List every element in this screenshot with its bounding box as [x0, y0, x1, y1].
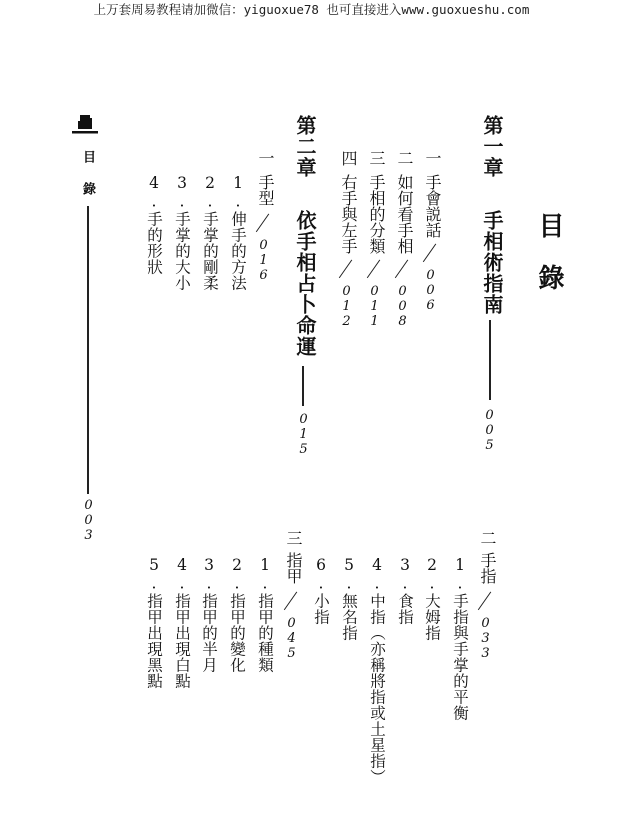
- chapter-1-label[interactable]: 第一章: [480, 115, 504, 178]
- page-title: 目錄: [534, 212, 564, 316]
- section-page: 045: [284, 616, 299, 661]
- section-title: 手型: [256, 174, 275, 206]
- item-2-3-3[interactable]: 3.指甲的半月: [200, 556, 218, 673]
- item-2-2-4[interactable]: 4.中指（亦稱將指或土星指）: [368, 556, 386, 785]
- chapter-2-title[interactable]: 依手相占卜命運: [293, 210, 317, 357]
- section-title: 右手與左手: [339, 174, 358, 254]
- item-2-2-2[interactable]: 2.大姆指: [423, 556, 441, 641]
- section-page: 033: [478, 616, 493, 661]
- item-2-3-4[interactable]: 4.指甲出現白點: [173, 556, 191, 689]
- margin-label-top: 目: [80, 150, 95, 163]
- section-title: 手指: [478, 552, 497, 584]
- section-label: 二: [478, 530, 497, 546]
- item-2-3-5[interactable]: 5.指甲出現黑點: [145, 556, 163, 689]
- slash-divider: [423, 244, 437, 263]
- margin-page-number: 003: [81, 498, 96, 543]
- section-page: 011: [367, 284, 382, 329]
- slash-divider: [478, 592, 492, 611]
- margin-rule: [87, 206, 89, 494]
- chapter-1-leader: [489, 320, 491, 400]
- item-2-1-2[interactable]: 2.手掌的剛柔: [201, 174, 219, 291]
- section-label: 四: [339, 150, 358, 166]
- section-title: 指甲: [284, 552, 303, 584]
- section-title: 手相的分類: [367, 174, 386, 254]
- item-2-2-3[interactable]: 3.食指: [396, 556, 414, 625]
- chapter-2-page: 015: [296, 412, 311, 457]
- section-page: 008: [395, 284, 410, 329]
- slash-divider: [367, 260, 381, 279]
- section-label: 二: [395, 150, 414, 166]
- item-2-3-1[interactable]: 1.指甲的種類: [256, 556, 274, 673]
- section-title: 如何看手相: [395, 174, 414, 254]
- item-2-3-2[interactable]: 2.指甲的變化: [228, 556, 246, 673]
- chapter-2-leader: [302, 366, 304, 406]
- section-label: 三: [367, 150, 386, 166]
- item-2-2-5[interactable]: 5.無名指: [340, 556, 358, 641]
- item-2-2-6[interactable]: 6.小指: [312, 556, 330, 625]
- item-2-1-3[interactable]: 3.手掌的大小: [173, 174, 191, 291]
- section-page: 006: [423, 268, 438, 313]
- section-label: 三: [284, 530, 303, 546]
- item-2-2-1[interactable]: 1.手指與手掌的平衡: [451, 556, 469, 721]
- item-2-1-1[interactable]: 1.伸手的方法: [229, 174, 247, 291]
- slash-divider: [339, 260, 353, 279]
- margin-label-bottom: 錄: [80, 182, 95, 195]
- section-page: 012: [339, 284, 354, 329]
- hand-icon: [71, 113, 99, 137]
- slash-divider: [395, 260, 409, 279]
- section-label: 一: [423, 150, 442, 166]
- chapter-1-page: 005: [482, 408, 497, 453]
- section-label: 一: [256, 150, 275, 166]
- item-2-1-4[interactable]: 4.手的形狀: [145, 174, 163, 275]
- slash-divider: [256, 214, 270, 233]
- section-title: 手會説話: [423, 174, 442, 238]
- chapter-1-title[interactable]: 手相術指南: [480, 210, 504, 315]
- section-page: 016: [256, 238, 271, 283]
- chapter-2-label[interactable]: 第二章: [293, 115, 317, 178]
- watermark-banner: 上万套周易教程请加微信：yiguoxue78 也可直接进入www.guoxueshu.com: [93, 2, 530, 17]
- slash-divider: [284, 592, 298, 611]
